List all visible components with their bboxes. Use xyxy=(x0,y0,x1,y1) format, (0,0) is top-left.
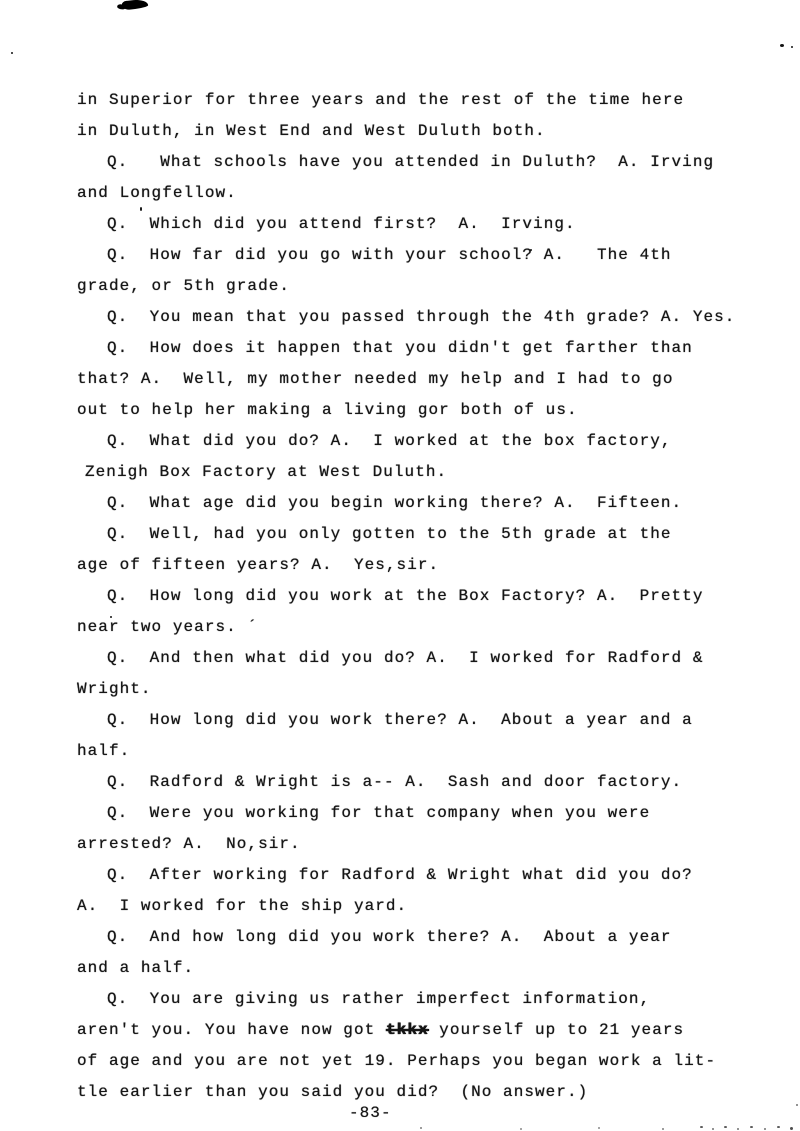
ink-speck xyxy=(420,1127,422,1129)
transcript-line: Q. How long did you work there? A. About a year and a xyxy=(107,711,693,729)
transcript-line: Q. What did you do? A. I worked at the box factory, xyxy=(107,432,672,450)
transcript-line-segment: aren't you. You have now got xyxy=(77,1021,386,1039)
transcript-line: and Longfellow. xyxy=(77,184,237,202)
ink-speck xyxy=(724,1126,727,1128)
transcript-line: that? A. Well, my mother needed my help and I had to go xyxy=(77,370,674,388)
transcript-text xyxy=(77,85,787,1108)
ink-speck xyxy=(700,1126,703,1128)
transcript-line: near two years. ´ xyxy=(77,618,259,636)
transcript-line: Q. What age did you begin working there? A. Fifteen. xyxy=(107,494,683,512)
transcript-line: Q. You mean that you passed through the 4th grade? A. Yes. xyxy=(107,308,736,326)
transcript-line: and a half. xyxy=(77,959,195,977)
transcript-line: Wright. xyxy=(77,680,152,698)
transcript-line: in Duluth, in West End and West Duluth both. xyxy=(77,122,546,140)
ink-speck xyxy=(750,1126,753,1128)
transcript-line: Q. And then what did you do? A. I worked for Radford & xyxy=(107,649,704,667)
transcript-line: Q. What schools have you attended in Duluth? A. Irving xyxy=(107,153,715,171)
transcript-line: Q. You are giving us rather imperfect information, xyxy=(107,990,651,1008)
transcript-line: A. I worked for the ship yard. xyxy=(77,897,408,915)
transcript-line xyxy=(77,1015,787,1046)
transcript-line-segment: yourself up to 21 years xyxy=(428,1021,685,1039)
ink-speck xyxy=(780,44,784,47)
transcript-line: in Superior for three years and the rest of the time here xyxy=(77,91,685,109)
transcript-line: tle earlier than you said you did? (No answer.) xyxy=(77,1083,589,1101)
transcript-line: arrested? A. No,sir. xyxy=(77,835,301,853)
ink-speck xyxy=(777,1126,780,1128)
transcript-line: Zenigh Box Factory at West Duluth. xyxy=(85,463,448,481)
transcript-line: half. xyxy=(77,742,131,760)
ink-speck xyxy=(598,1127,600,1129)
transcript-line: of age and you are not yet 19. Perhaps you began work a lit- xyxy=(77,1052,717,1070)
transcript-line: grade, or 5th grade. xyxy=(77,277,291,295)
ink-speck xyxy=(712,1128,714,1130)
transcript-line: age of fifteen years? A. Yes,sir. xyxy=(77,556,440,574)
transcript-line: Q. Radford & Wright is a-- A. Sash and door factory. xyxy=(107,773,683,791)
ink-speck xyxy=(791,46,793,48)
transcript-line: Q. Were you working for that company when you were xyxy=(107,804,651,822)
ink-speck xyxy=(790,1127,793,1130)
ink-speck xyxy=(737,1128,739,1130)
ink-speck xyxy=(520,1128,522,1130)
ink-speck xyxy=(662,1128,664,1130)
struck-out-word: tkkx xyxy=(385,1021,429,1039)
transcript-line: Q. Which did you attend first? A. Irving. xyxy=(107,215,576,233)
transcript-line: out to help her making a living gor both of us. xyxy=(77,401,578,419)
transcript-line: Q. How far did you go with your school? A. The 4th xyxy=(107,246,672,264)
transcript-line: Q. How does it happen that you didn't get farther than xyxy=(107,339,693,357)
transcript-line: Q. After working for Radford & Wright what did you do? xyxy=(107,866,693,884)
page-number: -83- xyxy=(349,1104,392,1122)
transcript-line: Q. Well, had you only gotten to the 5th grade at the xyxy=(107,525,672,543)
transcript-line: Q. How long did you work at the Box Factory? A. Pretty xyxy=(107,587,704,605)
transcript-line: Q. And how long did you work there? A. About a year xyxy=(107,928,672,946)
ink-blot xyxy=(122,0,149,10)
ink-speck xyxy=(796,1104,798,1106)
ink-speck xyxy=(11,52,13,54)
ink-speck xyxy=(764,1128,766,1130)
